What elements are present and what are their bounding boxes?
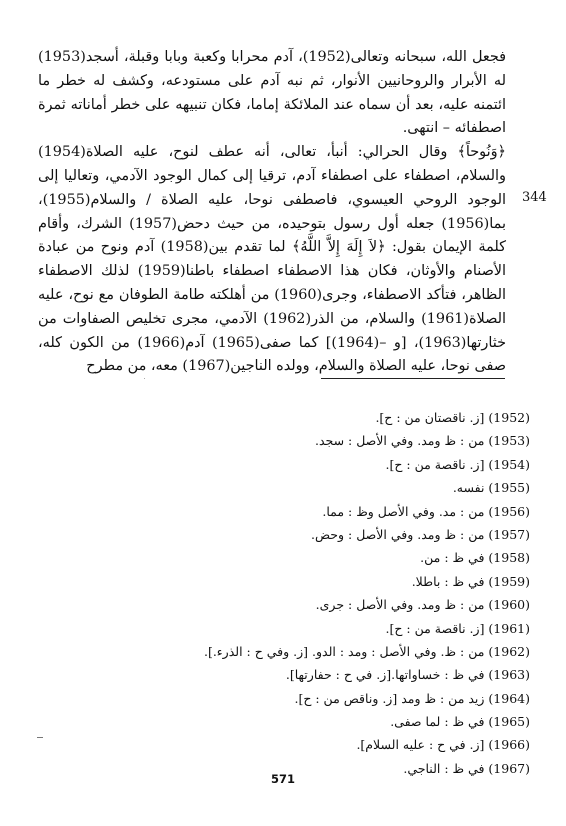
footnote: (1963) في ظ : خساواتها.[ز. في ح : حفارتها]. [285, 667, 530, 683]
scan-speck [144, 378, 145, 379]
footnotes-list [110, 406, 530, 780]
footnote: (1960) من : ظ ومد. وفي الأصل : جرى. [315, 597, 530, 613]
footnote: (1967) في ظ : الناجي. [403, 760, 530, 776]
footnote: (1954) [ز. ناقصة من : ح]. [385, 456, 530, 472]
main-text [38, 46, 506, 379]
margin-mark [37, 737, 43, 738]
footnote: (1964) زيد من : ظ ومد [ز. وناقص من : ح]. [294, 690, 530, 706]
page-number: 571 [270, 772, 295, 786]
footnote: (1952) [ز. ناقصتان من : ح]. [375, 410, 530, 425]
footnote: (1959) في ظ : باطلا. [411, 573, 530, 589]
footnote: (1962) من : ظ. وفي الأصل : ومد : الدو. [ز. وفي ح : الذرء.]. [203, 643, 530, 659]
footnote: (1961) [ز. ناقصة من : ح]. [385, 620, 530, 636]
footnote: (1958) في ظ : من. [420, 550, 530, 566]
footnote: (1956) من : مد. وفي الأصل وظ : مما. [322, 503, 530, 519]
footnote: (1966) [ز. في ح : عليه السلام]. [356, 737, 530, 753]
footnote: (1953) من : ظ ومد. وفي الأصل : سجد. [314, 433, 530, 449]
footnote: (1965) في ظ : لما صفى. [390, 714, 530, 730]
footnote: (1957) من : ظ ومد. وفي الأصل : وحض. [311, 526, 530, 542]
footnote-separator [321, 378, 505, 379]
margin-page-reference: 344 [522, 190, 547, 205]
footnote: (1955) نفسه. [452, 480, 530, 496]
paragraph-1: فجعل الله، سبحانه وتعالى(1952)، آدم محرابا وكعبة وبابا وقبلة، أسجد(1953) له الأبرار والروحانيين الأنوار، ثم نبه آدم على مستودعه، وكشف له خطر ما ائتمنه عليه، بعد أن سماه عند الملائكة إماما، فكان تنبيهه على خطر أماناته ثمرة اصطفائه – انتهى. [38, 49, 507, 137]
paragraph-2: ﴿وَنُوحاً﴾ وقال الحرالي: أنبأ، تعالى، أنه عطف لنوح، عليه الصلاة(1954) والسلام، اصطفاء على اصطفاء آدم، ترقيا إلى كمال الوجود الآدمي، وتعاليا إلى الوجود الروحي العيسوي، فاصطفى نوحا، عليه الصلاة / والسلام(1955)، بما(1956) جعله أول رسول بتوحيده، من حيث دحض(1957) الشرك، وأقام كلمة الإيمان بقول: ﴿لاَ إِلَهَ إِلاَّ اللَّهُ﴾ لما تقدم بين(1958) آدم ونوح من عبادة الأصنام والأوثان، فكان هذا الاصطفاء اصطفاء باطنا(1959) لذلك الاصطفاء الظاهر، فتأكد الاصطفاء، وجرى(1960) من أهلكته طامة الطوفان مع نوح، عليه الصلاة(1961) والسلام، من الذر(1962) الآدمي، مجرى تخليص الصفاوات من خثارتها(1963)، [و –(1964)] كما صفى(1965) آدم(1966) من الكون كله، صفى نوحا، عليه الصلاة والسلام، وولده الناجين(1967) معه، من مطرح [38, 144, 507, 375]
